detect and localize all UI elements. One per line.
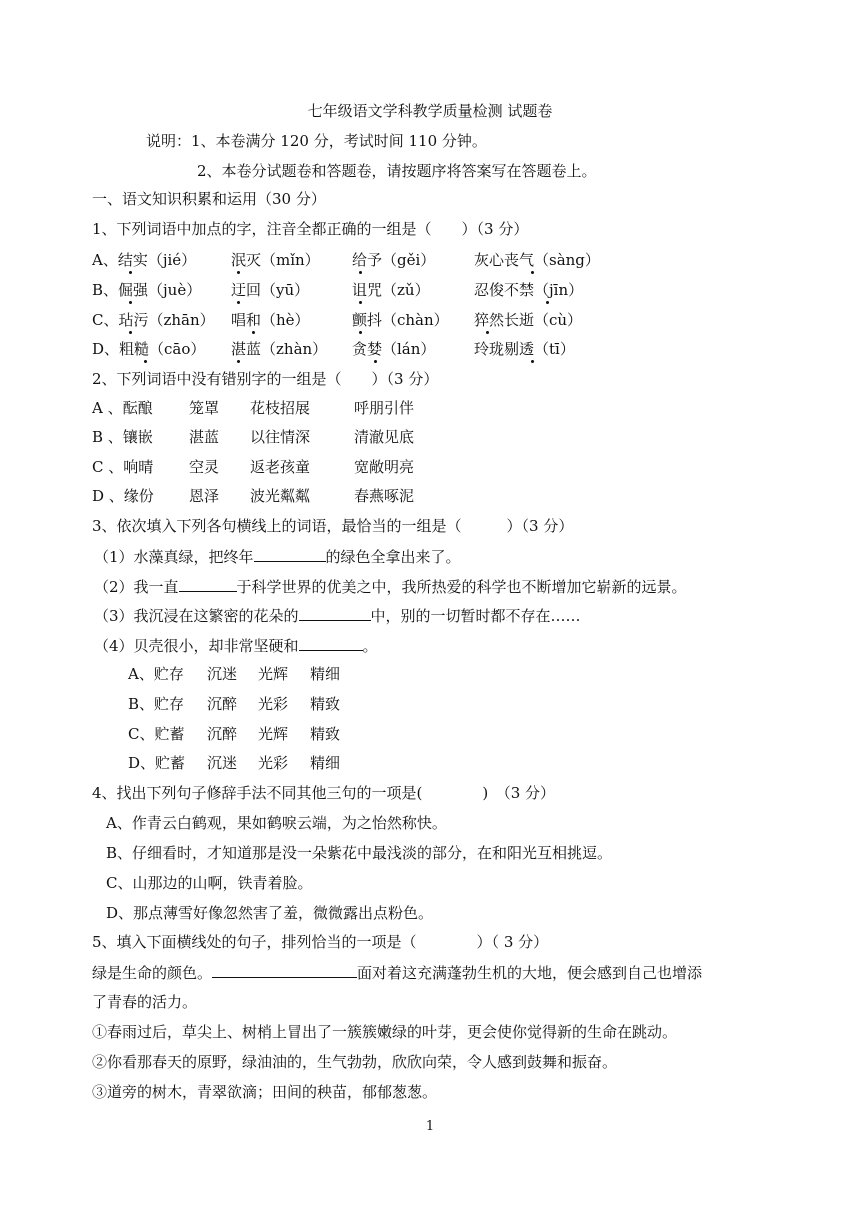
fill-blank [212,962,357,978]
q4-option: D、那点薄雪好像忽然害了羞，微微露出点粉色。 [106,904,434,922]
emphasis-dot [486,331,489,334]
emphasis-dot [359,301,362,304]
q3-option: 光辉 [258,665,289,683]
section-heading: 一、语文知识积累和运用（30 分） [92,190,326,208]
emphasis-dot [129,331,132,334]
emphasis-dot [374,360,377,363]
q1-option: D、粗糙（cāo） [92,340,206,358]
emphasis-dot [237,301,240,304]
q5-paragraph: 绿是生命的颜色。 面对着这充满蓬勃生机的大地，便会感到自己也增添 [92,964,703,982]
q5-item: ①春雨过后，草尖上、树梢上冒出了一簇簇嫩绿的叶芽，更会使你觉得新的生命在跳动。 [92,1023,678,1041]
q2-option: 返老孩童 [250,458,311,476]
page-title: 七年级语文学科教学质量检测 试题卷 [307,102,553,120]
q3-option: 光辉 [258,725,289,743]
q3-option: A、贮存 [128,665,184,683]
emphasis-dot [144,360,147,363]
emphasis-dot [237,271,240,274]
q3-option: 沉迷 [207,754,238,772]
q3-sentence: （2）我一直 于科学世界的优美之中，我所热爱的科学也不断增加它崭新的远景。 [94,578,687,596]
q3-option: 沉醉 [207,725,238,743]
q1-option: B、倔强（juè） [92,281,202,299]
q3-option: D、贮蓄 [128,754,186,772]
emphasis-dot [546,301,549,304]
q3-option: 光彩 [258,754,289,772]
q5-item: ②你看那春天的原野，绿油油的，生气勃勃，欣欣向荣，令人感到鼓舞和振奋。 [92,1053,618,1071]
fill-blank [254,546,326,562]
q2-option: 以往情深 [250,428,311,446]
emphasis-dot [531,360,534,363]
q1-stem: 1、下列词语中加点的字，注音全都正确的一组是（ ）（3 分） [92,220,529,238]
q1-option: 唱和（hè） [231,311,310,329]
q1-option: 湛蓝（zhàn） [231,340,328,358]
q4-option: C、山那边的山啊，铁青着脸。 [106,874,313,892]
q3-sentence: （4）贝壳很小，却非常坚硬和 。 [94,637,378,655]
q4-option: B、仔细看时，才知道那是没一朵紫花中最浅淡的部分，在和阳光互相挑逗。 [106,844,613,862]
q2-option: 空灵 [189,458,220,476]
emphasis-dot [359,331,362,334]
q4-stem: 4、找出下列句子修辞手法不同其他三句的一项是( ) （3 分） [92,784,556,802]
emphasis-dot [359,271,362,274]
emphasis-dot [531,271,534,274]
q5-item: ③道旁的树木，青翠欲滴；田间的秧苗，郁郁葱葱。 [92,1083,438,1101]
q1-option: 颤抖（chàn） [352,311,449,329]
emphasis-dot [237,360,240,363]
q2-option: C 、响晴 [92,458,154,476]
note-2: 2、本卷分试题卷和答题卷，请按题序将答案写在答题卷上。 [197,162,597,180]
q3-sentence: （1）水藻真绿，把终年 的绿色全拿出来了。 [94,548,461,566]
q2-option: 呼朋引伴 [354,399,415,417]
emphasis-dot [129,271,132,274]
q3-option: 精致 [310,695,341,713]
q2-option: 恩泽 [189,487,220,505]
q1-option: A、结实（jié） [92,251,197,269]
note-1: 说明：1、本卷满分 120 分，考试时间 110 分钟。 [146,132,487,150]
q2-option: 花枝招展 [250,399,311,417]
q2-option: 湛蓝 [189,428,220,446]
q3-option: 沉迷 [207,665,238,683]
q3-option: 精细 [310,754,341,772]
q1-option: 灰心丧气（sàng） [474,251,600,269]
q1-option: 猝然长逝（cù） [474,311,583,329]
page-number: 1 [425,1119,435,1134]
q3-sentence: （3）我沉浸在这繁密的花朵的 中，别的一切暂时都不存在…… [94,607,581,625]
q1-option: 给予（gěi） [352,251,436,269]
q3-option: C、贮蓄 [128,725,185,743]
emphasis-dot [129,301,132,304]
q2-stem: 2、下列词语中没有错别字的一组是（ ）（3 分） [92,370,439,388]
q1-option: 玲珑剔透（tī） [474,340,575,358]
fill-blank [299,605,371,621]
q1-option: 诅咒（zǔ） [352,281,430,299]
q1-option: 泯灭（mǐn） [231,251,320,269]
q2-option: B 、镶嵌 [92,428,153,446]
emphasis-dot [252,331,255,334]
q2-option: 春燕啄泥 [354,487,415,505]
q2-option: A 、酝酿 [92,399,153,417]
q2-option: 宽敞明亮 [354,458,415,476]
q3-option: 精细 [310,665,341,683]
q2-option: 笼罩 [189,399,220,417]
q1-option: 忍俊不禁（jīn） [474,281,584,299]
fill-blank [299,635,363,651]
q3-option: B、贮存 [128,695,185,713]
q5-paragraph-cont: 了青春的活力。 [92,993,198,1011]
q1-option: C、玷污（zhān） [92,311,215,329]
q4-option: A、作青云白鹤观，果如鹤唳云端，为之怡然称快。 [106,814,447,832]
q3-stem: 3、依次填入下列各句横线上的词语，最恰当的一组是（ ）（3 分） [92,517,574,535]
q3-option: 光彩 [258,695,289,713]
q2-option: 波光粼粼 [250,487,311,505]
q2-option: 清澈见底 [354,428,415,446]
q3-option: 沉醉 [207,695,238,713]
q5-stem: 5、填入下面横线处的句子，排列恰当的一项是（ ）（ 3 分） [92,933,549,951]
q3-option: 精致 [310,725,341,743]
fill-blank [179,576,237,592]
q2-option: D 、缘份 [92,487,154,505]
q1-option: 贪婪（lán） [352,340,436,358]
q1-option: 迂回（yū） [231,281,310,299]
